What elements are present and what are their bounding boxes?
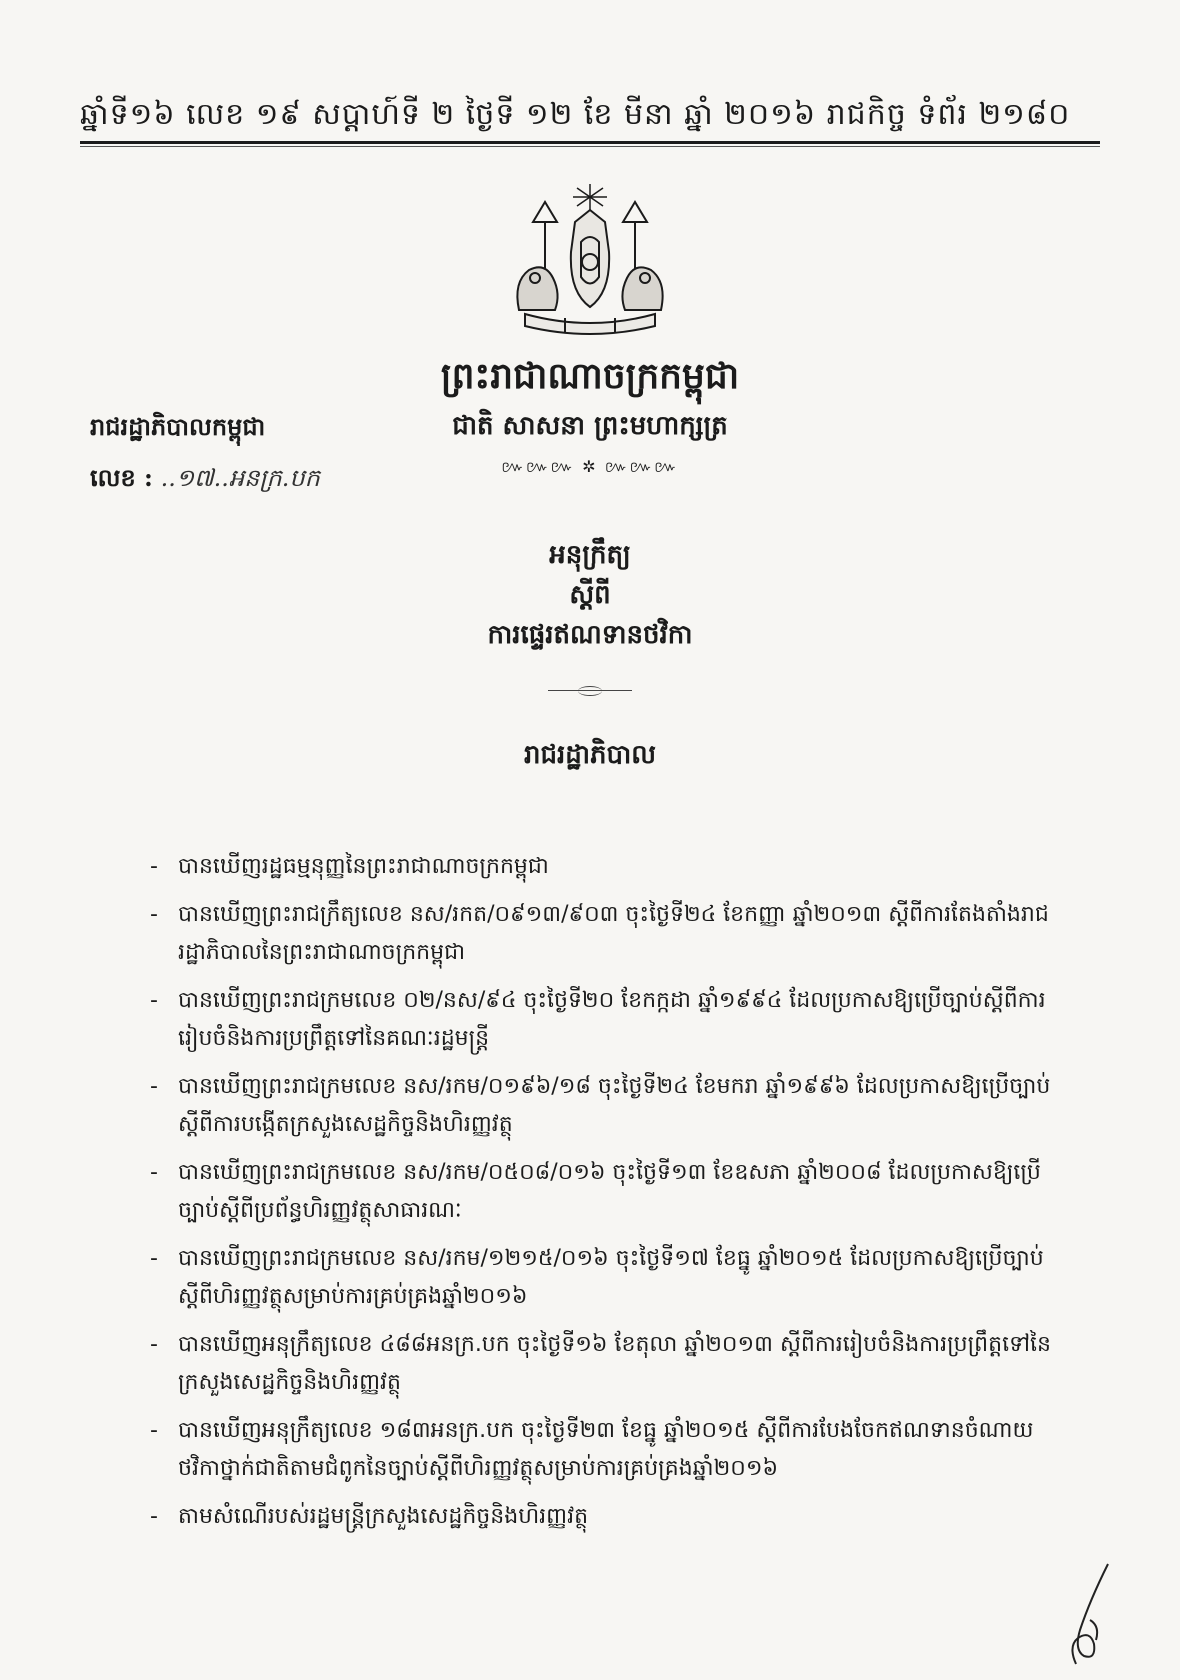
- list-item: - បានឃើញព្រះរាជក្រមលេខ នស/រកម/០៥០៨/០១៦ ចុះថ្ងៃទី១៣ ខែឧសភា ឆ្នាំ២០០៨ ដែលប្រកាសឱ្យប្រើច្បាប់ស្តីពីប្រព័ន្ធហិរញ្ញវត្ថុសាធារណៈ: [150, 1160, 1041, 1223]
- issuer-name: រាជរដ្ឋាភិបាលកម្ពុជា: [90, 412, 266, 441]
- list-item: - បានឃើញព្រះរាជក្រឹត្យលេខ នស/រកត/០៩១៣/៩០៣ ចុះថ្ងៃទី២៤ ខែកញ្ញា ឆ្នាំ២០១៣ ស្តីពីការតែងតាំងរាជរដ្ឋាភិបាលនៃព្រះរាជាណាចក្រកម្ពុជា: [150, 902, 1049, 965]
- document-type: អនុក្រឹត្យ: [549, 540, 631, 570]
- kingdom-name: ព្រះរាជាណាចក្រកម្ពុជា: [440, 355, 740, 397]
- list-item: - បានឃើញព្រះរាជក្រមលេខ នស/រកម/០១៩៦/១៨ ចុះថ្ងៃទី២៤ ខែមករា ឆ្នាំ១៩៩៦ ដែលប្រកាសឱ្យប្រើច្បាប់ស្តីពីការបង្កើតក្រសួងសេដ្ឋកិច្ចនិងហិរញ្ញវត្ថុ: [150, 1074, 1051, 1137]
- national-motto: ជាតិ សាសនា ព្រះមហាក្សត្រ: [452, 411, 728, 441]
- reference-number: ..១៧..អនក្រ.បក: [160, 464, 320, 492]
- title-subject: ការផ្ទេរឥណទានថវិកា: [487, 620, 693, 650]
- royal-coat-of-arms-emblem: [505, 182, 675, 342]
- reference-label: លេខ :: [90, 463, 153, 492]
- document-title: [380, 535, 800, 655]
- list-item: - បានឃើញព្រះរាជក្រមលេខ ០២/នស/៩៤ ចុះថ្ងៃទី២០ ខែកក្កដា ឆ្នាំ១៩៩៤ ដែលប្រកាសឱ្យប្រើច្បាប់ស្តីពីការរៀបចំនិងការប្រព្រឹត្តទៅនៃគណៈរដ្ឋមន្ត្រី: [150, 988, 1046, 1051]
- title-divider-ornament: [578, 686, 602, 696]
- list-item: - បានឃើញព្រះរាជក្រមលេខ នស/រកម/១២១៥/០១៦ ចុះថ្ងៃទី១៧ ខែធ្នូ ឆ្នាំ២០១៥ ដែលប្រកាសឱ្យប្រើច្បាប់ស្តីពីហិរញ្ញវត្ថុសម្រាប់ការគ្រប់គ្រងឆ្នាំ២០១៦: [150, 1246, 1044, 1309]
- considerations-list: [150, 848, 1060, 1546]
- ornament-divider: ៚៚៚ ✲ ៚៚៚: [501, 457, 679, 476]
- handwritten-initials-signature: [1050, 1560, 1120, 1670]
- list-item: - បានឃើញអនុក្រឹត្យលេខ ៤៨៨អនក្រ.បក ចុះថ្ងៃទី១៦ ខែតុលា ឆ្នាំ២០១៣ ស្តីពីការរៀបចំនិងការប្រព្រឹត្តទៅនៃក្រសួងសេដ្ឋកិច្ចនិងហិរញ្ញវត្ថុ: [150, 1332, 1051, 1395]
- header-rule-thin: [80, 146, 1100, 147]
- reference-number-row: [90, 460, 410, 496]
- list-item: - តាមសំណើរបស់រដ្ឋមន្ត្រីក្រសួងសេដ្ឋកិច្ចនិងហិរញ្ញវត្ថុ: [150, 1504, 589, 1529]
- issuing-authority: រាជរដ្ឋាភិបាល: [523, 740, 657, 770]
- title-about: ស្តីពី: [569, 580, 611, 610]
- list-item: - បានឃើញរដ្ឋធម្មនុញ្ញនៃព្រះរាជាណាចក្រកម្ពុជា: [150, 854, 549, 879]
- gazette-header: ឆ្នាំទី១៦ លេខ ១៩ សប្តាហ៍ទី ២ ថ្ងៃទី ១២ ខែ មីនា ឆ្នាំ ២០១៦ រាជកិច្ច ទំព័រ ២១៨០: [80, 97, 1071, 132]
- list-item: - បានឃើញអនុក្រឹត្យលេខ ១៨៣អនក្រ.បក ចុះថ្ងៃទី២៣ ខែធ្នូ ឆ្នាំ២០១៥ ស្តីពីការបែងចែកឥណទានចំណាយថវិកាថ្នាក់ជាតិតាមជំពូកនៃច្បាប់ស្តីពីហិរញ្ញវត្ថុសម្រាប់ការគ្រប់គ្រងឆ្នាំ២០១៦: [150, 1418, 1034, 1481]
- header-rule: [80, 141, 1100, 144]
